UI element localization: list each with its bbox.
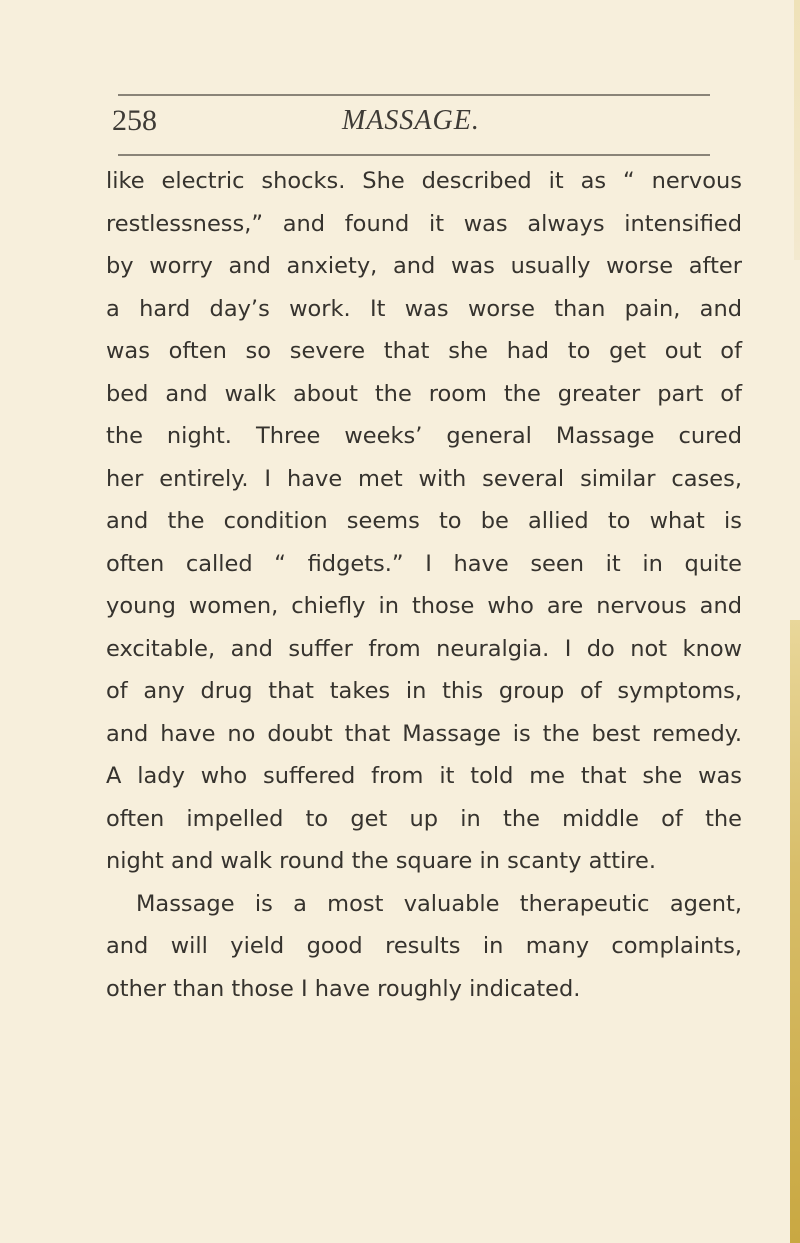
- text-line: and will yield good results in many complaints,: [106, 933, 742, 959]
- paragraph-first-line: Massage is a most valuable therapeutic agent,: [136, 890, 742, 917]
- text-line: by worry and anxiety, and was usually worse after: [106, 253, 742, 279]
- text-line: restlessness,” and found it was always intensified: [106, 210, 742, 237]
- text-line: young women, chiefly in those who are nervous and: [106, 593, 742, 619]
- text-line: the night. Three weeks’ general Massage cured: [106, 423, 742, 449]
- page-edge-discoloration: [794, 0, 800, 260]
- text-line: often impelled to get up in the middle of the: [106, 805, 742, 832]
- text-line: bed and walk about the room the greater part of: [106, 380, 742, 407]
- text-line: her entirely. I have met with several similar cases,: [106, 465, 742, 492]
- text-line: excitable, and suffer from neuralgia. I do not know: [106, 635, 742, 662]
- text-line: was often so severe that she had to get out of: [106, 338, 742, 364]
- running-title: MASSAGE.: [342, 105, 480, 136]
- text-line: of any drug that takes in this group of symptoms,: [106, 678, 742, 704]
- text-line: and have no doubt that Massage is the best remedy.: [106, 720, 742, 747]
- text-line: other than those I have roughly indicated.: [106, 975, 581, 1002]
- page-number: 258: [112, 104, 157, 137]
- page-edge-stain: [790, 620, 800, 1243]
- text-line: like electric shocks. She described it as “ nervous: [106, 168, 742, 194]
- header-rule-top: [118, 94, 710, 96]
- body-text: [106, 160, 742, 1010]
- text-line: and the condition seems to be allied to what is: [106, 508, 742, 534]
- text-line: a hard day’s work. It was worse than pain, and: [106, 295, 742, 322]
- header-rule-bottom: [118, 154, 710, 156]
- text-line: often called “ fidgets.” I have seen it in quite: [106, 550, 742, 577]
- text-line: A lady who suffered from it told me that she was: [106, 763, 742, 789]
- text-line: night and walk round the square in scanty attire.: [106, 848, 657, 874]
